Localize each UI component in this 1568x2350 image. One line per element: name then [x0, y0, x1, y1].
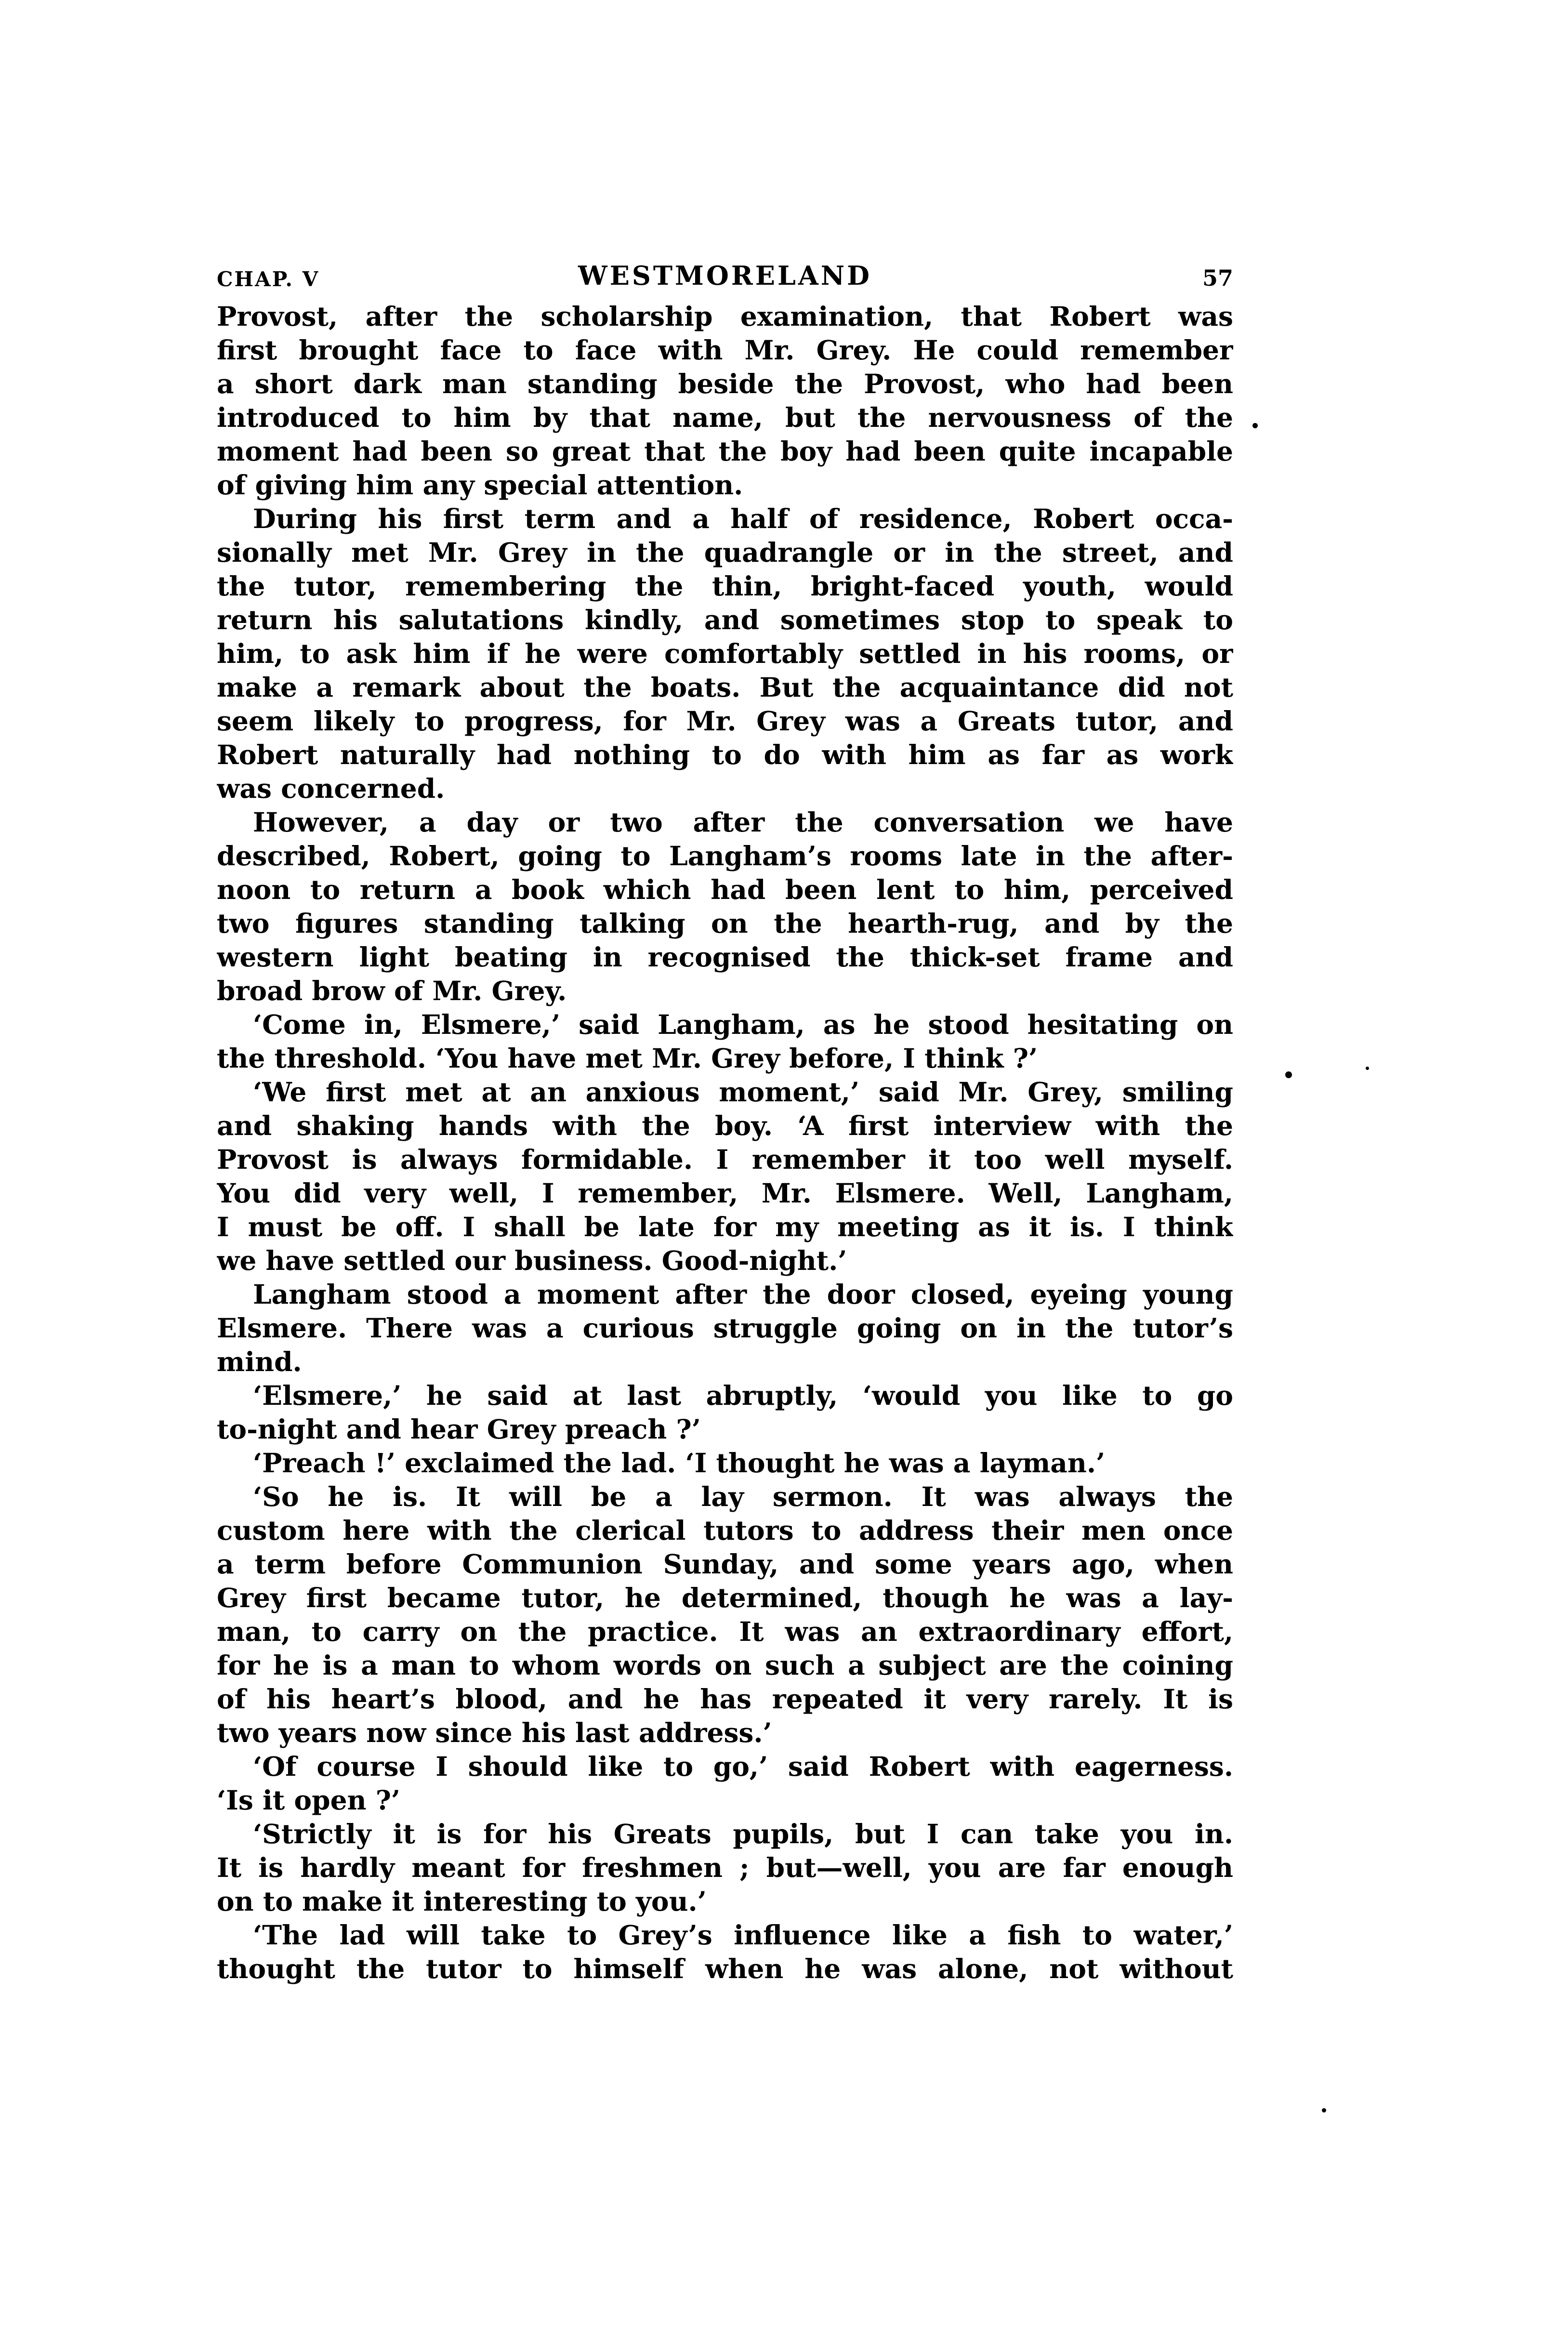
text-line: custom here with the clerical tutors to address their men once: [217, 1515, 1233, 1546]
ink-speck: [1285, 1071, 1292, 1078]
running-title: WESTMORELAND: [578, 260, 872, 291]
text-line: return his salutations kindly, and sometimes stop to speak to: [217, 604, 1233, 635]
text-line: It is hardly meant for freshmen ; but—well, you are far enough: [217, 1852, 1233, 1883]
text-line: thought the tutor to himself when he was alone, not without: [217, 1953, 1233, 1984]
text-line: ‘Elsmere,’ he said at last abruptly, ‘would you like to go: [253, 1380, 1233, 1411]
text-line: for he is a man to whom words on such a subject are the coining: [217, 1650, 1233, 1681]
text-line: Grey first became tutor, he determined, though he was a lay-: [217, 1582, 1233, 1613]
text-line: ‘Of course I should like to go,’ said Robert with eagerness.: [253, 1751, 1233, 1782]
text-line: described, Robert, going to Langham’s rooms late in the after-: [217, 840, 1233, 871]
text-line: You did very well, I remember, Mr. Elsmere. Well, Langham,: [217, 1177, 1233, 1209]
text-line: moment had been so great that the boy had been quite incapable: [217, 436, 1233, 467]
text-line: sionally met Mr. Grey in the quadrangle or in the street, and: [217, 537, 1233, 568]
text-line: Langham stood a moment after the door closed, eyeing young: [253, 1279, 1233, 1310]
text-line: two years now since his last address.’: [217, 1717, 772, 1748]
text-line: ‘Strictly it is for his Greats pupils, but I can take you in.: [253, 1818, 1233, 1849]
text-line: ‘The lad will take to Grey’s influence like a fish to water,’: [253, 1919, 1233, 1951]
text-line: a term before Communion Sunday, and some years ago, when: [217, 1548, 1233, 1580]
text-line: the threshold. ‘You have met Mr. Grey before, I think ?’: [217, 1043, 1038, 1074]
text-line: Provost, after the scholarship examination, that Robert was: [217, 301, 1233, 332]
page-header: [217, 256, 1233, 291]
text-line: the tutor, remembering the thin, bright-faced youth, would: [217, 570, 1233, 602]
text-line: on to make it interesting to you.’: [217, 1886, 707, 1917]
text-line: ‘Preach !’ exclaimed the lad. ‘I thought he was a layman.’: [253, 1447, 1106, 1479]
text-line: ‘Come in, Elsmere,’ said Langham, as he stood hesitating on: [253, 1009, 1233, 1040]
ink-speck: [1366, 1067, 1369, 1070]
text-line: of his heart’s blood, and he has repeated it very rarely. It is: [217, 1683, 1233, 1715]
text-line: was concerned.: [217, 773, 445, 804]
text-line: mind.: [217, 1346, 302, 1377]
page-number: 57: [1202, 265, 1233, 291]
text-line: broad brow of Mr. Grey.: [217, 975, 567, 1006]
chapter-label: CHAP. V: [217, 267, 320, 291]
text-line: a short dark man standing beside the Provost, who had been: [217, 368, 1233, 399]
text-line: noon to return a book which had been lent to him, perceived: [217, 874, 1233, 905]
text-line: to-night and hear Grey preach ?’: [217, 1413, 701, 1445]
text-line: make a remark about the boats. But the acquaintance did not: [217, 672, 1233, 703]
text-line: ‘We first met at an anxious moment,’ said Mr. Grey, smiling: [253, 1076, 1233, 1108]
text-line: ‘So he is. It will be a lay sermon. It was always the: [253, 1481, 1233, 1512]
text-line: However, a day or two after the conversation we have: [253, 806, 1233, 838]
text-line: Robert naturally had nothing to do with him as far as work: [217, 739, 1233, 770]
ink-speck: [1252, 423, 1258, 428]
text-line: him, to ask him if he were comfortably settled in his rooms, or: [217, 638, 1233, 669]
text-line: ‘Is it open ?’: [217, 1784, 401, 1816]
text-line: Provost is always formidable. I remember it too well myself.: [217, 1144, 1233, 1175]
text-line: I must be off. I shall be late for my meeting as it is. I think: [217, 1211, 1233, 1242]
text-line: man, to carry on the practice. It was an extraordinary effort,: [217, 1616, 1233, 1647]
text-line: introduced to him by that name, but the nervousness of the: [217, 402, 1233, 433]
text-line: of giving him any special attention.: [217, 469, 743, 501]
text-line: we have settled our business. Good-night.’: [217, 1245, 847, 1276]
text-line: western light beating in recognised the thick-set frame and: [217, 941, 1233, 973]
text-line: first brought face to face with Mr. Grey. He could remember: [217, 334, 1233, 366]
text-line: and shaking hands with the boy. ‘A first interview with the: [217, 1110, 1233, 1141]
text-line: Elsmere. There was a curious struggle going on in the tutor’s: [217, 1312, 1233, 1344]
text-line: two figures standing talking on the hearth-rug, and by the: [217, 908, 1233, 939]
text-line: During his first term and a half of residence, Robert occa-: [253, 503, 1233, 534]
page-body: [217, 300, 1233, 1986]
ink-speck: [1322, 2108, 1326, 2112]
text-line: seem likely to progress, for Mr. Grey was a Greats tutor, and: [217, 705, 1233, 737]
